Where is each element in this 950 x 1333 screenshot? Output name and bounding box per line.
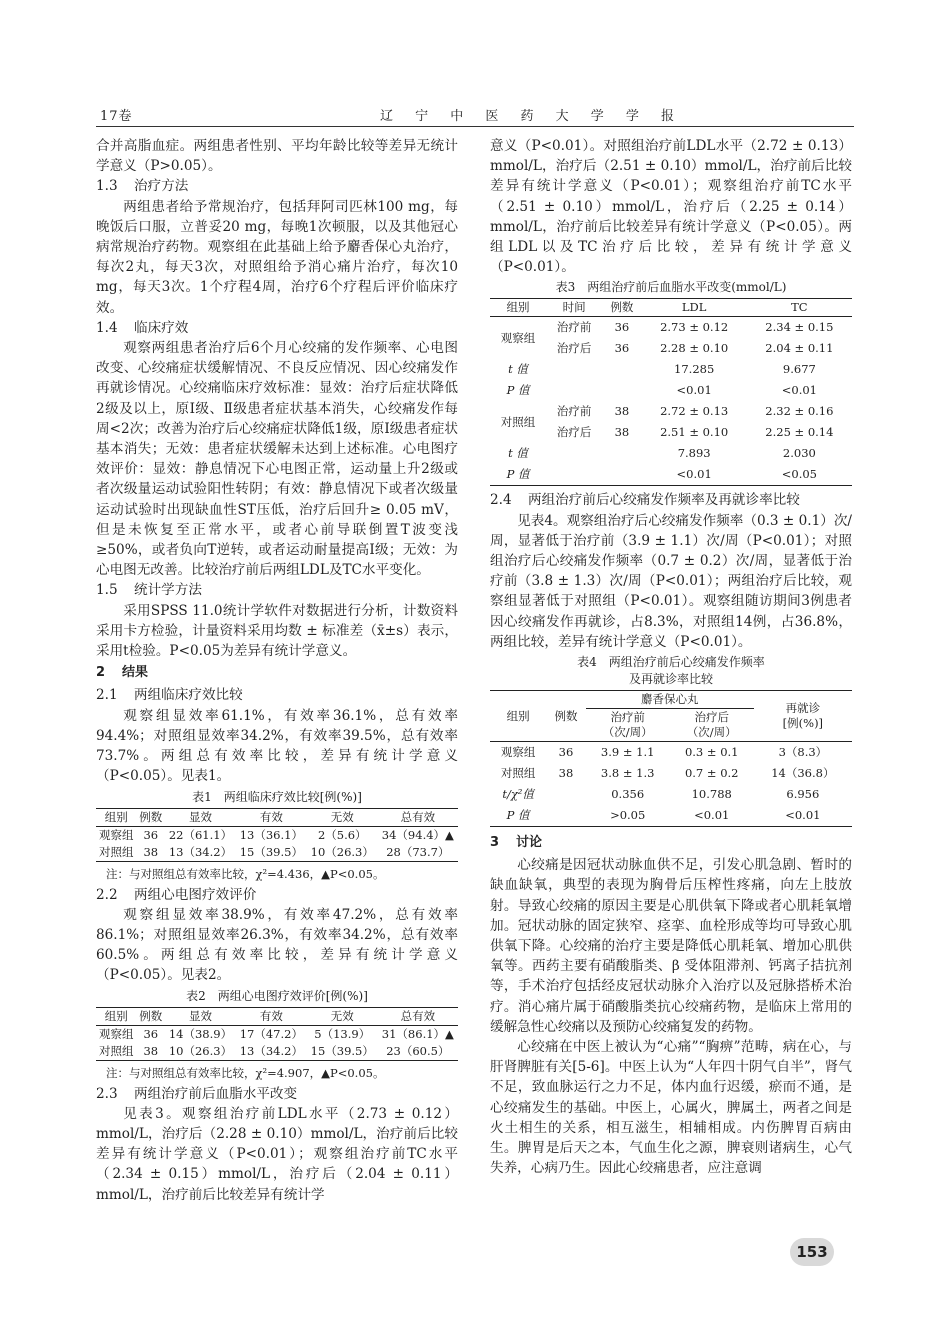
paragraph: 采用SPSS 11.0统计学软件对数据进行分析，计数资料采用卡方检验，计量资料采用均数 ± 标准差（x̄±s）表示，采用t检验。P<0.05为差异有统计学意义。: [96, 602, 458, 660]
table-header: 例数: [137, 808, 165, 826]
table-caption: 表1 两组临床疗效比较[例(%)]: [192, 789, 362, 804]
table-header: 组别: [96, 1007, 137, 1025]
paragraph: 观察两组患者治疗后6个月心绞痛的发作频率、心电图改变、心绞痛症状缓解情况、不良反应情况、因心绞痛发作再就诊情况。心绞痛临床疗效标准：显效：治疗后症状降低2级及以上，原Ⅰ级、Ⅱ级患者症状基本消失，心绞痛发作每周<2次；改善为治疗后心绞痛症状降低1级，原Ⅰ级患者症状基本消失；无效：患者症状缓解未达到上述标准。心电图疗效评价：显效：静息情况下心电图正常，运动量上升2级或者次级量运动试验阳性转阴；有效：静息情况下或者次级量运动试验时出现缺血性ST压低，治疗后回升≥ 0.05 mV，但是未恢复至正常水平，或者心前导联倒置T波变浅≥50%，或者负向T逆转，或者运动耐量提高Ⅰ级；无效：为心电图无改善。比较治疗前后两组LDL及TC水平变化。: [96, 340, 458, 579]
table-header: 时间: [546, 299, 602, 317]
paragraph: 意义（P<0.01）。对照组治疗前LDL水平（2.72 ± 0.13）mmol/L，治疗后（2.51 ± 0.10）mmol/L，治疗前后比较差异有统计学意义（P<0.01）；观察组治疗前TC水平（2.51 ± 0.10）mmol/L，治疗后（2.25 ± 0.14）mmol/L，治疗前后比较差异有统计学意义（P<0.05）。两组LDL以及TC治疗后比较，差异有统计学意义（P<0.01）。: [490, 138, 852, 276]
table-row: P 值 <0.01 <0.05: [490, 464, 852, 486]
table-header: TC: [747, 299, 852, 317]
table-header: 显效: [165, 808, 236, 826]
section-heading: 2.2 两组心电图疗效评价: [96, 886, 257, 903]
table-row: 观察组 36 3.9 ± 1.1 0.3 ± 0.1 3（8.3）: [500, 745, 828, 760]
paragraph: 见表4。观察组治疗后心绞痛发作频率（0.3 ± 0.1）次/周，显著低于治疗前（3.9 ± 1.1）次/周（P<0.01）；对照组治疗后心绞痛发作频率（0.7 ± 0.2）次/周，显著低于治疗前（3.8 ± 1.3）次/周（P<0.01）；两组治疗后比较，观察组显著低于对照组（P<0.01）。观察组随访期间3例患者因心绞痛发作再就诊，占8.3%，对照组14例，占36.8%，两组比较，差异有统计学意义（P<0.01）。: [490, 512, 852, 650]
section-heading: 2.3 两组治疗前后血脂水平改变: [96, 1085, 298, 1102]
section-heading: 2 结果: [96, 665, 149, 681]
table-header: 总有效: [378, 808, 458, 826]
table-1: [96, 808, 458, 862]
journal-title: 辽 宁 中 医 药 大 学 学 报: [380, 109, 684, 124]
table-row: t/χ²值 0.356 10.788 6.956: [502, 787, 820, 802]
table-row: 对照组 38 13（34.2） 15（39.5） 10（26.3） 28（73.7）: [96, 844, 458, 862]
table-caption: 表3 两组治疗前后血脂水平改变(mmol/L): [555, 280, 787, 295]
paragraph: 合并高脂血症。两组患者性别、平均年龄比较等差异无统计学意义（P>0.05）。: [96, 138, 458, 175]
table-header: 治疗后 （次/周）: [670, 709, 754, 742]
table-header: 组别: [490, 691, 546, 742]
table-row: 对照组 治疗前 38 2.72 ± 0.13 2.32 ± 0.16: [500, 404, 834, 429]
table-4: [490, 690, 852, 827]
table-header: 再就诊 [例(%)]: [754, 691, 852, 742]
table-row: 对照组 38 10（26.3） 13（34.2） 15（39.5） 23（60.5）: [96, 1043, 458, 1061]
section-heading: 1.4 临床疗效: [96, 319, 189, 336]
paragraph: 观察组显效率38.9%，有效率47.2%，总有效率86.1%；对照组显效率26.3%，有效率34.2%，总有效率60.5%。两组总有效率比较，差异有统计学意义（P<0.05）。见表2。: [96, 906, 458, 984]
table-caption: 表2 两组心电图疗效评价[例(%)]: [186, 988, 368, 1003]
table-header: 麝香保心丸: [586, 691, 754, 709]
paragraph: 心绞痛是因冠状动脉血供不足，引发心肌急剧、暂时的缺血缺氧，典型的表现为胸骨后压榨性疼痛，向左上肢放射。导致心绞痛的原因主要是心肌供氧下降或者心肌耗氧增加。冠状动脉的固定狭窄、痉挛、血栓形成等均可导致心肌供氧下降。心绞痛的治疗主要是降低心肌耗氧、增加心肌供氧等。西药主要有硝酸脂类、β 受体阻滞剂、钙离子拮抗剂等，手术治疗包括经皮冠状动脉介入治疗以及冠脉搭桥术治疗。消心痛片属于硝酸脂类抗心绞痛药物，是临床上常用的缓解急性心绞痛以及预防心绞痛复发的药物。: [490, 857, 852, 1035]
left-column: [96, 136, 458, 1205]
volume-label: 17卷: [100, 109, 133, 124]
table-header: 组别: [490, 299, 546, 317]
section-heading: 2.1 两组临床疗效比较: [96, 687, 243, 704]
table-note: 注：与对照组总有效率比较，χ²=4.436，▲P<0.05。: [106, 866, 385, 881]
table-header: 无效: [307, 1007, 378, 1025]
table-row: 观察组 36 14（38.9） 17（47.2） 5（13.9） 31（86.1）▲: [99, 1026, 454, 1041]
table-header: 有效: [236, 808, 307, 826]
table-row: t 值 7.893 2.030: [508, 446, 816, 461]
section-heading: 1.5 统计学方法: [96, 582, 202, 599]
table-row: 治疗后 36 2.28 ± 0.10 2.04 ± 0.11: [556, 341, 834, 356]
table-row: P 值 <0.01 <0.01: [506, 383, 817, 398]
table-header: 组别: [96, 808, 137, 826]
table-row: P 值 >0.05 <0.01 <0.01: [490, 805, 852, 827]
table-header: 例数: [602, 299, 641, 317]
paragraph: 见表3。观察组治疗前LDL水平（2.73 ± 0.12）mmol/L，治疗后（2.28 ± 0.10）mmol/L，治疗前后比较差异有统计学意义（P<0.01）；观察组治疗前TC水平（2.34 ± 0.15）mmol/L，治疗后（2.04 ± 0.11）mmol/L，治疗前后比较差异有统计学: [96, 1105, 458, 1203]
table-row: 治疗后 38 2.51 ± 0.10 2.25 ± 0.14: [556, 425, 834, 440]
section-heading: 2.4 两组治疗前后心绞痛发作频率及再就诊率比较: [490, 492, 800, 509]
header-rule: [96, 126, 854, 127]
table-row: t 值 17.285 9.677: [508, 362, 816, 377]
table-row: 对照组 38 3.8 ± 1.3 0.7 ± 0.2 14（36.8）: [500, 766, 835, 781]
right-column: [490, 136, 852, 1179]
table-header: 总有效: [378, 1007, 458, 1025]
table-3: [490, 298, 852, 486]
paragraph: 两组患者给予常规治疗，包括拜阿司匹林100 mg，每晚饭后口服，立普妥20 mg，每晚1次顿服，以及其他冠心病常规治疗药物。观察组在此基础上给予麝香保心丸治疗，每次2丸，每天3次，对照组给予消心痛片治疗，每次10 mg，每天3次。1个疗程4周，治疗6个疗程后评价临床疗效。: [96, 198, 458, 316]
paragraph: 心绞痛在中医上被认为“心痛”“胸痹”范畴，病在心，与肝肾脾脏有关[5-6]。中医上认为“人年四十阴气自半”，肾气不足，致血脉运行之力不足，体内血行迟缓，瘀而不通，是心绞痛发生的基础。中医上，心属火，脾属土，两者之间是火土相生的关系，相互滋生，相辅相成。内伤脾胃百病由生。脾胃是后天之本，气血生化之源，脾衰则诸病生，心气失养，心病乃生。因此心绞痛患者，应注意调: [490, 1039, 852, 1177]
section-heading: 3 讨论: [490, 835, 543, 851]
table-2: [96, 1007, 458, 1061]
table-note: 注：与对照组总有效率比较，χ²=4.907，▲P<0.05。: [106, 1065, 385, 1080]
table-header: 治疗前 （次/周）: [586, 709, 670, 742]
table-row: 观察组 治疗前 36 2.73 ± 0.12 2.34 ± 0.15: [500, 320, 834, 345]
table-header: LDL: [642, 299, 747, 317]
table-caption: 表4 两组治疗前后心绞痛发作频率 及再就诊率比较: [577, 655, 765, 687]
section-heading: 1.3 治疗方法: [96, 178, 189, 195]
table-header: 显效: [165, 1007, 236, 1025]
table-header: 例数: [137, 1007, 165, 1025]
table-row: 观察组 36 22（61.1） 13（36.1） 2（5.6） 34（94.4）▲: [99, 827, 454, 842]
table-header: 无效: [307, 808, 378, 826]
paragraph: 观察组显效率61.1%，有效率36.1%，总有效率94.4%；对照组显效率34.2%，有效率39.5%，总有效率73.7%。两组总有效率比较，差异有统计学意义（P<0.05）。见表1。: [96, 707, 458, 785]
page-number: 153: [790, 1238, 834, 1266]
table-header: 有效: [236, 1007, 307, 1025]
table-header: 例数: [546, 691, 585, 742]
